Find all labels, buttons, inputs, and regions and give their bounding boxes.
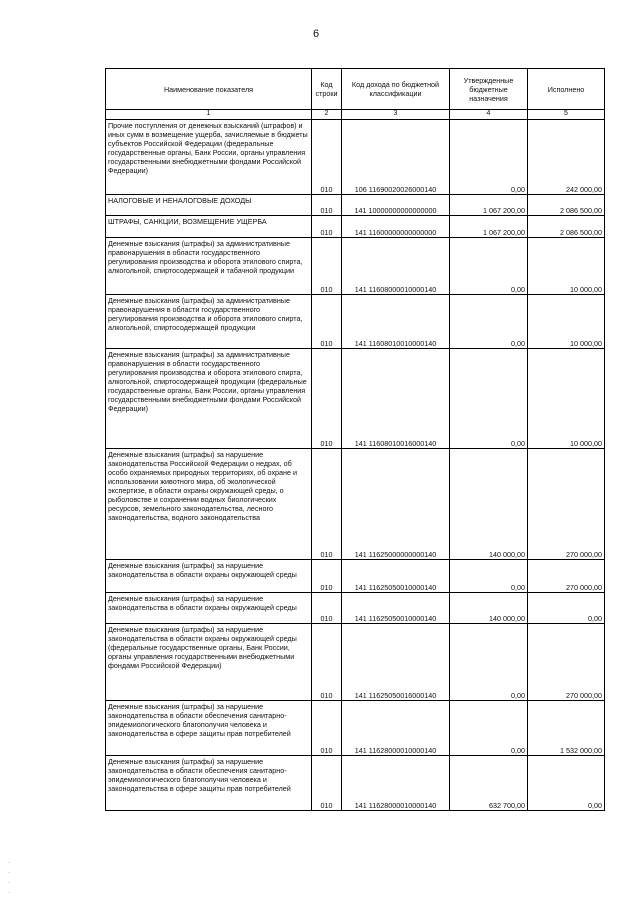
income-code: 141 11628000010000140 (342, 700, 450, 755)
approved-amount: 0,00 (450, 119, 528, 194)
executed-amount: 270 000,00 (528, 559, 605, 592)
indicator-name: НАЛОГОВЫЕ И НЕНАЛОГОВЫЕ ДОХОДЫ (106, 194, 312, 215)
table-row (106, 592, 605, 623)
executed-amount: 270 000,00 (528, 448, 605, 559)
income-code: 141 11625000000000140 (342, 448, 450, 559)
executed-amount: 242 000,00 (528, 119, 605, 194)
approved-amount: 1 067 200,00 (450, 215, 528, 237)
header-name: Наименование показателя (106, 69, 312, 110)
header-kbk: Код дохода по бюджетной классификации (342, 69, 450, 110)
indicator-name: Денежные взыскания (штрафы) за нарушение законодательства в области охраны окружающей среды (федеральные государственные органы, Банк России, органы управления государственными внебюджетными фондами Российской Федерации) (106, 623, 312, 700)
executed-amount: 2 086 500,00 (528, 194, 605, 215)
approved-amount: 1 067 200,00 (450, 194, 528, 215)
approved-amount: 0,00 (450, 559, 528, 592)
approved-amount: 632 700,00 (450, 755, 528, 810)
income-code: 141 11628000010000140 (342, 755, 450, 810)
indicator-name: Денежные взыскания (штрафы) за административные правонарушения в области государственного регулирования производства и оборота этилового спирта, алкогольной, спиртосодержащей и табачной продукции (106, 237, 312, 294)
executed-amount: 270 000,00 (528, 623, 605, 700)
table-row (106, 448, 605, 559)
row-code: 010 (312, 700, 342, 755)
approved-amount: 140 000,00 (450, 592, 528, 623)
table-row (106, 348, 605, 448)
executed-amount: 10 000,00 (528, 237, 605, 294)
row-code: 010 (312, 623, 342, 700)
column-number-row (106, 110, 605, 120)
table-row (106, 215, 605, 237)
row-code: 010 (312, 348, 342, 448)
approved-amount: 0,00 (450, 623, 528, 700)
indicator-name: Денежные взыскания (штрафы) за административные правонарушения в области государственного регулирования производства и оборота этилового спирта, алкогольной, спиртосодержащей продукции (106, 294, 312, 348)
table-row (106, 559, 605, 592)
table-row (106, 700, 605, 755)
row-code: 010 (312, 215, 342, 237)
column-number: 4 (450, 110, 528, 120)
indicator-name: Денежные взыскания (штрафы) за нарушение законодательства в области охраны окружающей среды (106, 559, 312, 592)
header-code: Код строки (312, 69, 342, 110)
table-row (106, 194, 605, 215)
indicator-name: Денежные взыскания (штрафы) за нарушение законодательства в области обеспечения санитарно-эпидемиологического благополучия человека и законодательства в сфере защиты прав потребителей (106, 755, 312, 810)
row-code: 010 (312, 237, 342, 294)
row-code: 010 (312, 194, 342, 215)
executed-amount: 10 000,00 (528, 348, 605, 448)
executed-amount: 10 000,00 (528, 294, 605, 348)
table-row (106, 623, 605, 700)
row-code: 010 (312, 559, 342, 592)
budget-execution-table (105, 68, 605, 811)
income-code: 141 11608010016000140 (342, 348, 450, 448)
income-code: 141 10000000000000000 (342, 194, 450, 215)
table-row (106, 237, 605, 294)
approved-amount: 0,00 (450, 237, 528, 294)
row-code: 010 (312, 592, 342, 623)
executed-amount: 1 532 000,00 (528, 700, 605, 755)
page-number: 6 (312, 28, 320, 40)
row-code: 010 (312, 755, 342, 810)
row-code: 010 (312, 448, 342, 559)
indicator-name: Денежные взыскания (штрафы) за административные правонарушения в области государственного регулирования производства и оборота этилового спирта, алкогольной, спиртосодержащей продукции (федеральные государственные органы, Банк России, органы управления государственными внебюджетными фондами Российской Федерации) (106, 348, 312, 448)
approved-amount: 140 000,00 (450, 448, 528, 559)
income-code: 141 11625050016000140 (342, 623, 450, 700)
indicator-name: Денежные взыскания (штрафы) за нарушение законодательства в области охраны окружающей среды (106, 592, 312, 623)
indicator-name: Денежные взыскания (штрафы) за нарушение законодательства Российской Федерации о недрах, об особо охраняемых природных территориях, об охране и использовании животного мира, об экологической экспертизе, в области охраны окружающей среды, о рыболовстве и сохранении водных биологических ресурсов, земельного законодательства, лесного законодательства, водного законодательства (106, 448, 312, 559)
scan-edge-marks: · · · · (8, 860, 10, 896)
header-executed: Исполнено (528, 69, 605, 110)
income-code: 141 11625050010000140 (342, 559, 450, 592)
row-code: 010 (312, 294, 342, 348)
indicator-name: Прочие поступления от денежных взысканий (штрафов) и иных сумм в возмещение ущерба, зачисляемые в бюджеты субъектов Российской Федерации (федеральные государственные органы, Банк России, органы управления государственными внебюджетными фондами Российской Федерации) (106, 119, 312, 194)
income-code: 141 11608010010000140 (342, 294, 450, 348)
approved-amount: 0,00 (450, 700, 528, 755)
executed-amount: 2 086 500,00 (528, 215, 605, 237)
row-code: 010 (312, 119, 342, 194)
income-code: 141 11600000000000000 (342, 215, 450, 237)
income-code: 106 11690020026000140 (342, 119, 450, 194)
column-number: 1 (106, 110, 312, 120)
table-row (106, 755, 605, 810)
executed-amount: 0,00 (528, 755, 605, 810)
table-row (106, 294, 605, 348)
indicator-name: Денежные взыскания (штрафы) за нарушение законодательства в области обеспечения санитарно-эпидемиологического благополучия человека и законодательства в сфере защиты прав потребителей (106, 700, 312, 755)
column-number: 3 (342, 110, 450, 120)
table-row (106, 119, 605, 194)
approved-amount: 0,00 (450, 294, 528, 348)
indicator-name: ШТРАФЫ, САНКЦИИ, ВОЗМЕЩЕНИЕ УЩЕРБА (106, 215, 312, 237)
executed-amount: 0,00 (528, 592, 605, 623)
header-approved: Утвержденные бюджетные назначения (450, 69, 528, 110)
income-code: 141 11608000010000140 (342, 237, 450, 294)
approved-amount: 0,00 (450, 348, 528, 448)
header-row (106, 69, 605, 110)
column-number: 2 (312, 110, 342, 120)
column-number: 5 (528, 110, 605, 120)
income-code: 141 11625050010000140 (342, 592, 450, 623)
